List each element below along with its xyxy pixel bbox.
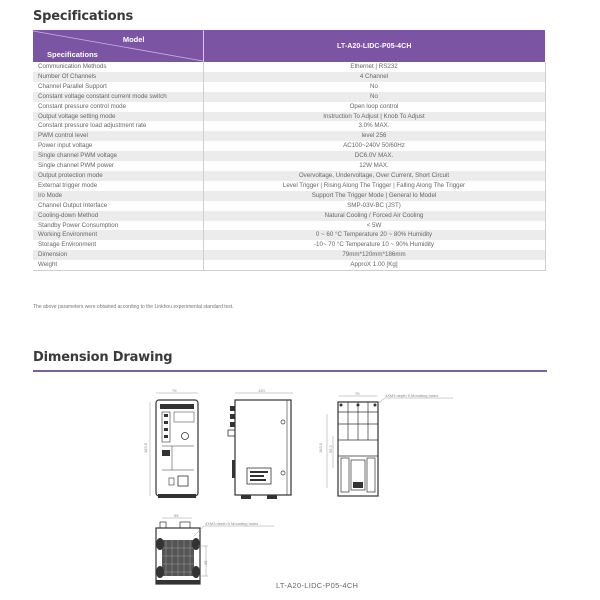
table-row	[33, 230, 545, 240]
spec-value: 4 Channel	[203, 72, 545, 82]
spec-label: Power input voltage	[33, 141, 203, 151]
table-row	[33, 191, 545, 201]
spec-label: Single channel PWM power	[33, 161, 203, 171]
spec-label: Weight	[33, 260, 203, 270]
spec-value: No	[203, 92, 545, 102]
rear-height-label: 183.5	[318, 442, 323, 453]
spec-label: Working Environment	[33, 230, 203, 240]
table-row	[33, 221, 545, 231]
spec-label: Channel Parallel Support	[33, 82, 203, 92]
section-divider	[33, 370, 547, 372]
rear-view-drawing	[305, 388, 465, 503]
table-row	[33, 161, 545, 171]
spec-value: < 5W	[203, 221, 545, 231]
rear-inner-label: 55.2	[328, 445, 333, 453]
header-model-name: LT-A20-LIDC-P05-4CH	[203, 30, 545, 62]
spec-label: Communication Methods	[33, 62, 203, 72]
table-row	[33, 260, 545, 270]
rear-width-label: 70	[355, 391, 360, 396]
spec-label: Output protection mode	[33, 171, 203, 181]
spec-label: Constant pressure control mode	[33, 102, 203, 112]
spec-label: PWM control level	[33, 131, 203, 141]
spec-value: Overvoltage, Undervoltage, Over Current, Short Circuit	[203, 171, 545, 181]
table-row	[33, 151, 545, 161]
spec-value: ApproX 1.00 [Kg]	[203, 260, 545, 270]
header-specs-label: Specifications	[47, 50, 98, 59]
table-row	[33, 211, 545, 221]
table-row	[33, 102, 545, 112]
spec-label: Storage Environment	[33, 240, 203, 250]
top-mounting-note: 4XM3 depth 5 Mounting holes	[205, 521, 259, 526]
side-view-drawing	[225, 388, 300, 503]
dimension-drawing-title: Dimension Drawing	[33, 350, 173, 365]
top-view-drawing	[150, 510, 280, 585]
spec-label: Output voltage setting mode	[33, 112, 203, 122]
table-row	[33, 92, 545, 102]
header-diagonal-cell	[33, 30, 203, 62]
table-row	[33, 240, 545, 250]
spec-value: level 256	[203, 131, 545, 141]
spec-value: Level Trigger | Rising Along The Trigger | Falling Along The Trigger	[203, 181, 545, 191]
rear-mounting-note: 4XM3 depth 5 Mounting holes	[385, 393, 439, 398]
spec-value: Natural Cooling / Forced Air Cooling	[203, 211, 545, 221]
spec-value: No	[203, 82, 545, 92]
spec-value: SMP-03V-BC (JST)	[203, 201, 545, 211]
front-width-label: 79	[172, 388, 177, 393]
header-model-label: Model	[122, 35, 145, 44]
table-row	[33, 82, 545, 92]
spec-value: 3.0% MAX.	[203, 121, 545, 131]
top-height-label: 35	[203, 560, 208, 565]
table-row	[33, 141, 545, 151]
drawing-caption: LT-A20-LIDC-P05-4CH	[276, 581, 359, 590]
spec-value: -10~ 70 °C Temperature 10 ~ 90% Humidity	[203, 240, 545, 250]
spec-value: Instruction To Adjust | Knob To Adjust	[203, 112, 545, 122]
specifications-table	[33, 30, 546, 271]
spec-value: AC100~240V 50/60Hz	[203, 141, 545, 151]
spec-label: Standby Power Consumption	[33, 221, 203, 231]
table-row	[33, 131, 545, 141]
table-row	[33, 121, 545, 131]
table-row	[33, 201, 545, 211]
spec-value: 12W MAX.	[203, 161, 545, 171]
front-height-label: 183.5	[143, 442, 148, 453]
table-row	[33, 250, 545, 260]
spec-value: 79mm*120mm*186mm	[203, 250, 545, 260]
table-header-row	[33, 30, 545, 62]
table-row	[33, 181, 545, 191]
spec-label: I/o Mode	[33, 191, 203, 201]
spec-label: Constant voltage constant current mode switch	[33, 92, 203, 102]
spec-value: 0 ~ 60 °C Temperature 20 ~ 80% Humidity	[203, 230, 545, 240]
spec-label: Single channel PWM voltage	[33, 151, 203, 161]
spec-value: Support The Trigger Mode | General Io Model	[203, 191, 545, 201]
table-row	[33, 72, 545, 82]
spec-value: Open loop control	[203, 102, 545, 112]
spec-label: Number Of Channels	[33, 72, 203, 82]
spec-label: Cooling-down Method	[33, 211, 203, 221]
spec-label: Constant pressure load adjustment rate	[33, 121, 203, 131]
front-view-drawing	[140, 388, 220, 503]
spec-label: External trigger mode	[33, 181, 203, 191]
top-width-label: 55	[174, 513, 179, 518]
table-row	[33, 112, 545, 122]
specifications-title: Specifications	[33, 9, 134, 24]
table-row	[33, 62, 545, 72]
table-row	[33, 171, 545, 181]
spec-value: Ethernet | RS232	[203, 62, 545, 72]
spec-label: Channel Output Interface	[33, 201, 203, 211]
side-width-label: 120	[258, 388, 265, 393]
spec-label: Dimension	[33, 250, 203, 260]
spec-value: DC6.0V MAX.	[203, 151, 545, 161]
footnote: The above parameters were obtained according to the Linkhou experimental standard test.	[33, 304, 234, 310]
